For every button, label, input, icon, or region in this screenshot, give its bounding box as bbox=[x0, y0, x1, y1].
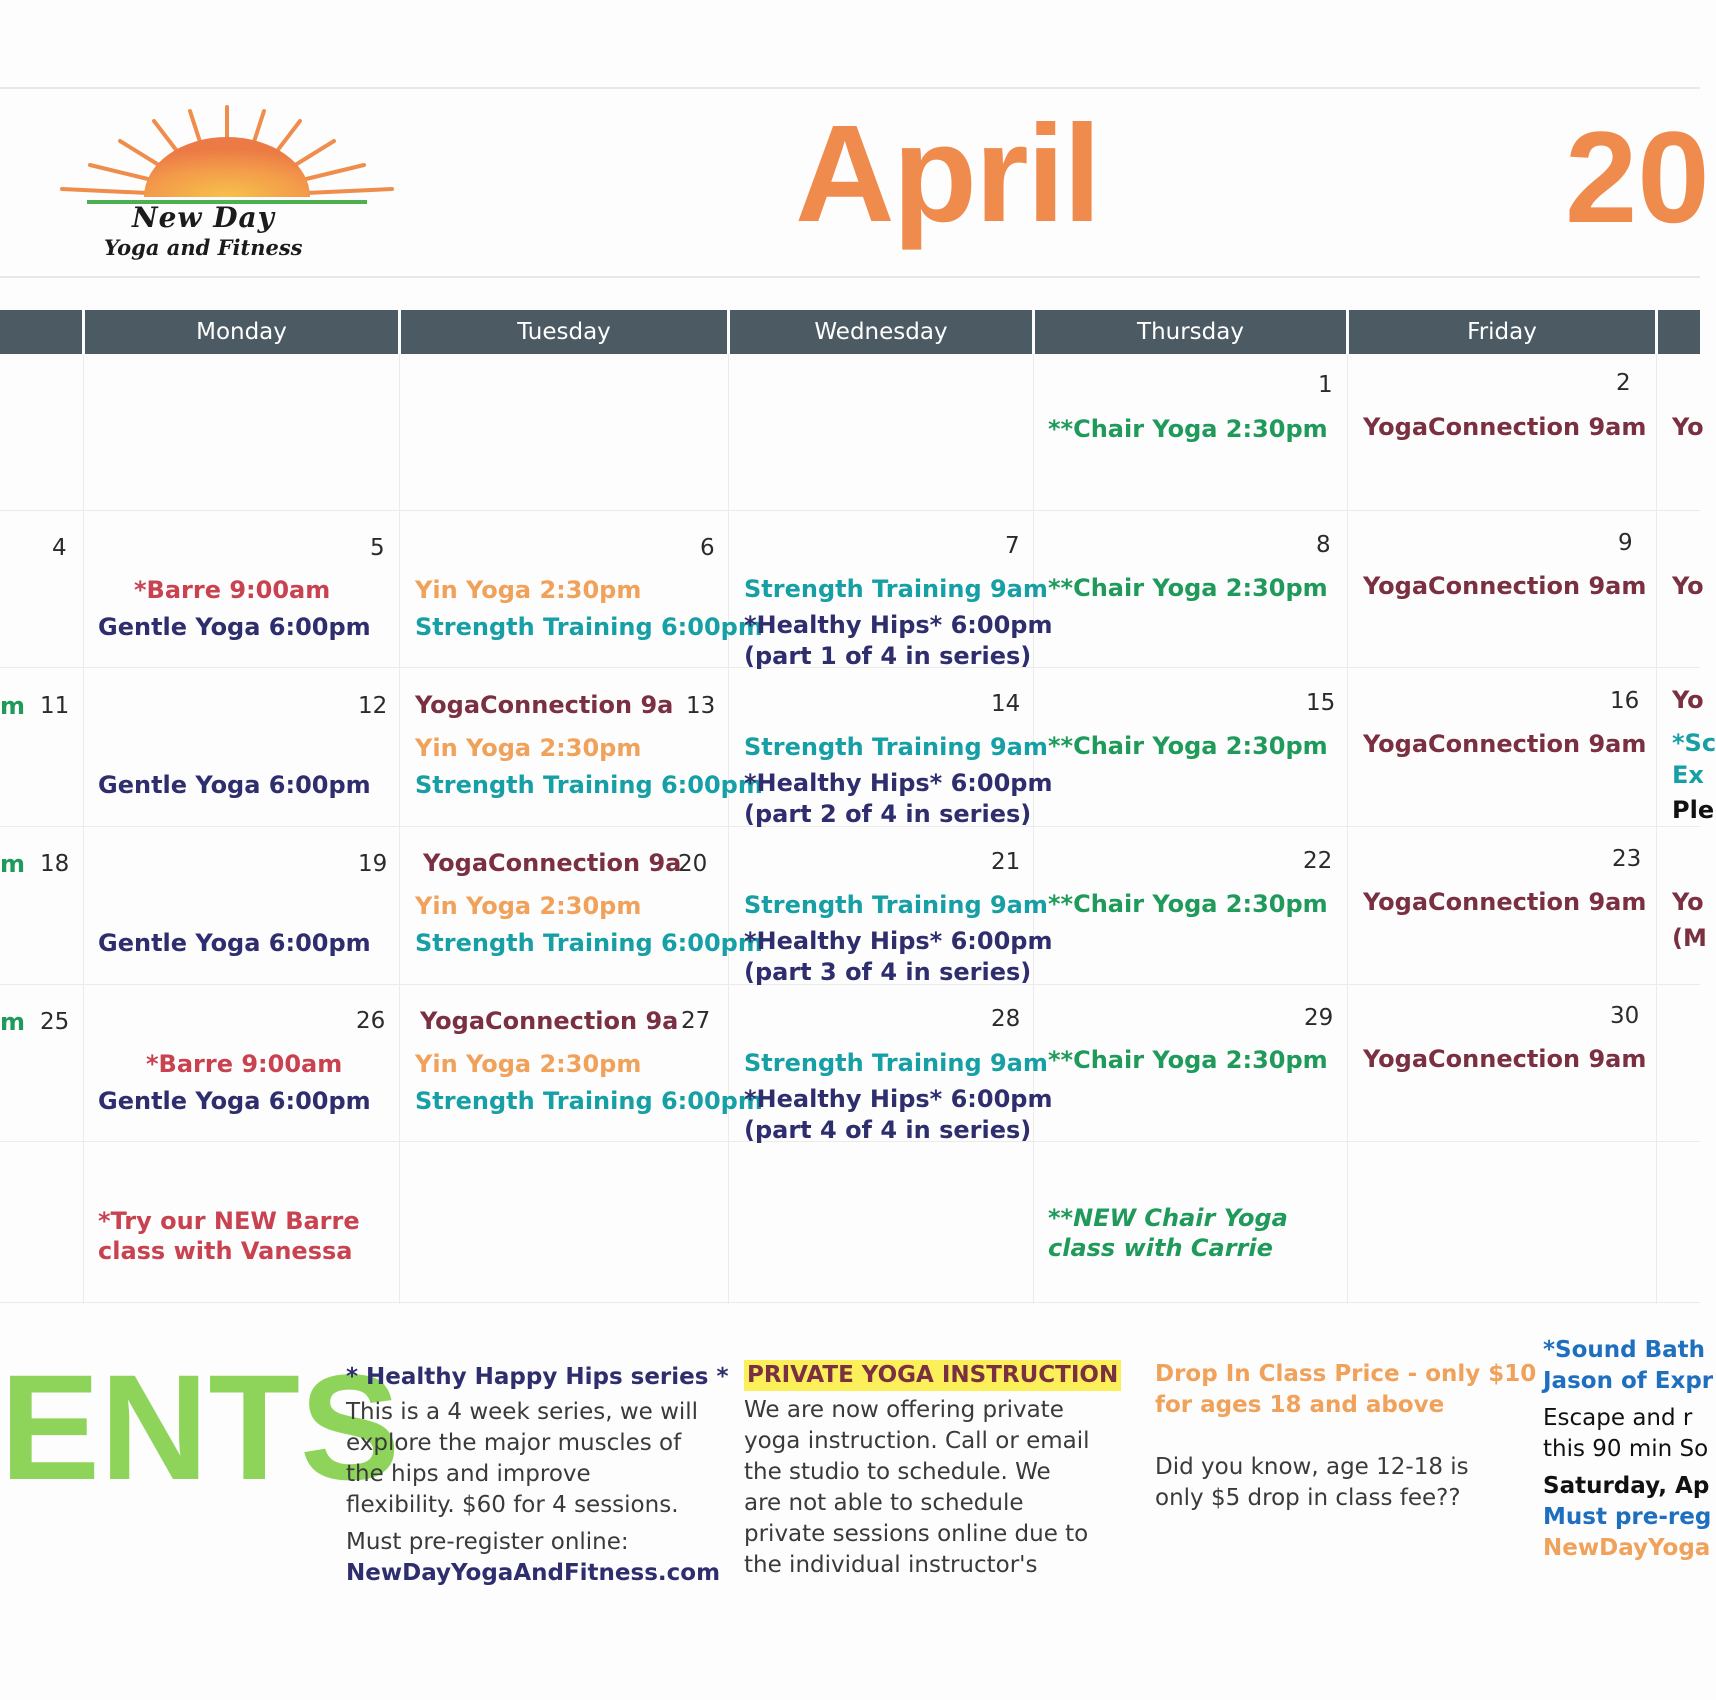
event-healthy-hips[interactable]: *Healthy Hips* 6:00pm bbox=[744, 1085, 1053, 1113]
day-number: 28 bbox=[991, 1006, 1021, 1032]
day-number: 21 bbox=[991, 849, 1021, 875]
event-series-note: (part 2 of 4 in series) bbox=[744, 800, 1032, 828]
day-number: 4 bbox=[52, 535, 67, 561]
header-monday: Monday bbox=[85, 310, 398, 354]
day-number: 18 bbox=[40, 851, 70, 877]
event-yogaconnection[interactable]: YogaConnection 9am bbox=[1363, 1045, 1647, 1073]
sound-bath-desc: Escape and r bbox=[1543, 1405, 1693, 1431]
private-desc-line: the individual instructor's bbox=[744, 1552, 1038, 1578]
event-strength-training[interactable]: Strength Training 6:00pm bbox=[415, 929, 763, 957]
day-number: 25 bbox=[40, 1009, 70, 1035]
day-number: 11 bbox=[40, 693, 70, 719]
day-number: 13 bbox=[686, 693, 716, 719]
logo-name: New Day bbox=[132, 201, 275, 234]
day-number: 29 bbox=[1304, 1005, 1334, 1031]
dropin-youth-line: Did you know, age 12-18 is bbox=[1155, 1454, 1469, 1480]
private-desc-line: We are now offering private bbox=[744, 1397, 1064, 1423]
barre-promo-note bbox=[98, 1206, 360, 1266]
top-border bbox=[0, 87, 1700, 89]
grid-col-line bbox=[1656, 354, 1657, 1304]
event-gentle-yoga[interactable]: Gentle Yoga 6:00pm bbox=[98, 929, 371, 957]
event-strength-training[interactable]: Strength Training 9am bbox=[744, 733, 1048, 761]
event-fragment-sunday[interactable]: m bbox=[0, 850, 26, 878]
logo-tagline: Yoga and Fitness bbox=[104, 235, 303, 260]
dropin-youth-line: only $5 drop in class fee?? bbox=[1155, 1485, 1461, 1511]
event-barre[interactable]: *Barre 9:00am bbox=[146, 1050, 343, 1078]
day-number: 8 bbox=[1316, 532, 1331, 558]
studio-logo bbox=[62, 105, 392, 265]
hips-desc-line: flexibility. $60 for 4 sessions. bbox=[346, 1492, 679, 1518]
header-saturday-edge bbox=[1658, 310, 1700, 354]
day-number: 23 bbox=[1612, 846, 1642, 872]
day-number: 9 bbox=[1618, 530, 1633, 556]
sound-bath-website-link[interactable]: NewDayYoga bbox=[1543, 1535, 1711, 1561]
drop-in-price-info bbox=[1155, 1359, 1536, 1514]
barre-promo-line1: *Try our NEW Barre bbox=[98, 1207, 360, 1235]
event-chair-yoga[interactable]: **Chair Yoga 2:30pm bbox=[1048, 732, 1328, 760]
sunrise-logo-icon bbox=[62, 105, 392, 205]
header-tuesday: Tuesday bbox=[401, 310, 727, 354]
dropin-age-line: for ages 18 and above bbox=[1155, 1392, 1445, 1418]
event-fragment-saturday[interactable]: Ple bbox=[1672, 796, 1715, 824]
grid-row-line bbox=[0, 510, 1700, 511]
sound-bath-info bbox=[1543, 1335, 1713, 1564]
event-yin-yoga[interactable]: Yin Yoga 2:30pm bbox=[415, 576, 642, 604]
day-number: 6 bbox=[700, 535, 715, 561]
chair-yoga-promo-note bbox=[1048, 1203, 1288, 1263]
grid-row-line bbox=[0, 1302, 1700, 1303]
hips-desc-line: the hips and improve bbox=[346, 1461, 591, 1487]
sound-bath-title: *Sound Bath bbox=[1543, 1337, 1706, 1363]
day-number: 16 bbox=[1610, 688, 1640, 714]
day-number: 20 bbox=[678, 851, 708, 877]
event-barre[interactable]: *Barre 9:00am bbox=[134, 576, 331, 604]
event-chair-yoga[interactable]: **Chair Yoga 2:30pm bbox=[1048, 1046, 1328, 1074]
event-series-note: (part 4 of 4 in series) bbox=[744, 1116, 1032, 1144]
header-thursday: Thursday bbox=[1035, 310, 1346, 354]
header-friday: Friday bbox=[1349, 310, 1655, 354]
event-gentle-yoga[interactable]: Gentle Yoga 6:00pm bbox=[98, 613, 371, 641]
event-fragment-saturday[interactable]: Ex bbox=[1672, 761, 1704, 789]
event-yogaconnection[interactable]: YogaConnection 9am bbox=[1363, 572, 1647, 600]
grid-col-line bbox=[399, 354, 400, 1304]
healthy-hips-info bbox=[346, 1362, 729, 1589]
private-desc-line: the studio to schedule. We bbox=[744, 1459, 1051, 1485]
event-strength-training[interactable]: Strength Training 6:00pm bbox=[415, 613, 763, 641]
hips-register-text: Must pre-register online: bbox=[346, 1529, 629, 1555]
event-yogaconnection[interactable]: YogaConnection 9a bbox=[420, 1007, 679, 1035]
day-number: 27 bbox=[681, 1008, 711, 1034]
event-fragment-saturday[interactable]: Yo bbox=[1672, 572, 1704, 600]
event-fragment-saturday[interactable]: Yo bbox=[1672, 686, 1704, 714]
event-strength-training[interactable]: Strength Training 6:00pm bbox=[415, 771, 763, 799]
event-fragment-saturday[interactable]: *Sc bbox=[1672, 729, 1716, 757]
event-strength-training[interactable]: Strength Training 6:00pm bbox=[415, 1087, 763, 1115]
event-fragment-saturday[interactable]: Yo bbox=[1672, 888, 1704, 916]
event-chair-yoga[interactable]: **Chair Yoga 2:30pm bbox=[1048, 415, 1328, 443]
month-title: April bbox=[795, 97, 1100, 251]
hips-website-link[interactable]: NewDayYogaAndFitness.com bbox=[346, 1560, 721, 1586]
day-number: 15 bbox=[1306, 690, 1336, 716]
barre-promo-line2: class with Vanessa bbox=[98, 1237, 353, 1265]
hips-title: * Healthy Happy Hips series * bbox=[346, 1364, 729, 1390]
event-fragment-saturday[interactable]: (M bbox=[1672, 924, 1707, 952]
sound-bath-date: Saturday, Ap bbox=[1543, 1473, 1710, 1499]
event-yogaconnection[interactable]: YogaConnection 9a bbox=[423, 849, 682, 877]
event-healthy-hips[interactable]: *Healthy Hips* 6:00pm bbox=[744, 611, 1053, 639]
event-gentle-yoga[interactable]: Gentle Yoga 6:00pm bbox=[98, 1087, 371, 1115]
chair-promo-line2: class with Carrie bbox=[1048, 1234, 1273, 1262]
event-chair-yoga[interactable]: **Chair Yoga 2:30pm bbox=[1048, 890, 1328, 918]
event-chair-yoga[interactable]: **Chair Yoga 2:30pm bbox=[1048, 574, 1328, 602]
year-title: 20 bbox=[1565, 104, 1710, 250]
chair-promo-line1: **NEW Chair Yoga bbox=[1048, 1204, 1288, 1232]
day-number: 19 bbox=[358, 851, 388, 877]
day-number: 1 bbox=[1318, 372, 1333, 398]
private-desc-line: yoga instruction. Call or email bbox=[744, 1428, 1090, 1454]
event-yin-yoga[interactable]: Yin Yoga 2:30pm bbox=[415, 892, 642, 920]
header-wednesday: Wednesday bbox=[730, 310, 1032, 354]
day-number: 12 bbox=[358, 693, 388, 719]
header-divider bbox=[0, 276, 1700, 278]
event-strength-training[interactable]: Strength Training 9am bbox=[744, 575, 1048, 603]
event-yogaconnection[interactable]: YogaConnection 9a bbox=[415, 691, 674, 719]
sound-bath-desc: this 90 min So bbox=[1543, 1436, 1709, 1462]
day-number: 30 bbox=[1610, 1003, 1640, 1029]
day-number: 14 bbox=[991, 691, 1021, 717]
grid-col-line bbox=[83, 354, 84, 1304]
event-yogaconnection[interactable]: YogaConnection 9am bbox=[1363, 413, 1647, 441]
private-desc-line: are not able to schedule bbox=[744, 1490, 1024, 1516]
event-yin-yoga[interactable]: Yin Yoga 2:30pm bbox=[415, 1050, 642, 1078]
event-healthy-hips[interactable]: *Healthy Hips* 6:00pm bbox=[744, 927, 1053, 955]
hips-desc-line: This is a 4 week series, we will bbox=[346, 1399, 699, 1425]
events-heading: ENTS bbox=[0, 1343, 401, 1511]
day-number: 22 bbox=[1303, 848, 1333, 874]
sound-bath-register: Must pre-reg bbox=[1543, 1504, 1712, 1530]
private-instruction-info bbox=[744, 1360, 1121, 1581]
dropin-price-line: Drop In Class Price - only $10 bbox=[1155, 1361, 1537, 1387]
grid-col-line bbox=[1033, 354, 1034, 1304]
event-fragment-sunday[interactable]: m bbox=[0, 1008, 26, 1036]
grid-col-line bbox=[728, 354, 729, 1304]
event-series-note: (part 1 of 4 in series) bbox=[744, 642, 1032, 670]
event-yin-yoga[interactable]: Yin Yoga 2:30pm bbox=[415, 734, 642, 762]
event-strength-training[interactable]: Strength Training 9am bbox=[744, 891, 1048, 919]
event-yogaconnection[interactable]: YogaConnection 9am bbox=[1363, 730, 1647, 758]
hips-desc-line: explore the major muscles of bbox=[346, 1430, 682, 1456]
private-title: PRIVATE YOGA INSTRUCTION bbox=[744, 1360, 1121, 1391]
event-fragment-saturday[interactable]: Yo bbox=[1672, 413, 1704, 441]
header-sunday-edge bbox=[0, 310, 82, 354]
day-number: 5 bbox=[370, 535, 385, 561]
event-fragment-sunday[interactable]: m bbox=[0, 692, 26, 720]
event-yogaconnection[interactable]: YogaConnection 9am bbox=[1363, 888, 1647, 916]
event-strength-training[interactable]: Strength Training 9am bbox=[744, 1049, 1048, 1077]
event-gentle-yoga[interactable]: Gentle Yoga 6:00pm bbox=[98, 771, 371, 799]
event-series-note: (part 3 of 4 in series) bbox=[744, 958, 1032, 986]
day-number: 7 bbox=[1005, 533, 1020, 559]
day-number: 2 bbox=[1616, 370, 1631, 396]
sound-bath-host: Jason of Expr bbox=[1543, 1368, 1714, 1394]
event-healthy-hips[interactable]: *Healthy Hips* 6:00pm bbox=[744, 769, 1053, 797]
private-desc-line: private sessions online due to bbox=[744, 1521, 1089, 1547]
grid-col-line bbox=[1347, 354, 1348, 1304]
day-number: 26 bbox=[356, 1008, 386, 1034]
